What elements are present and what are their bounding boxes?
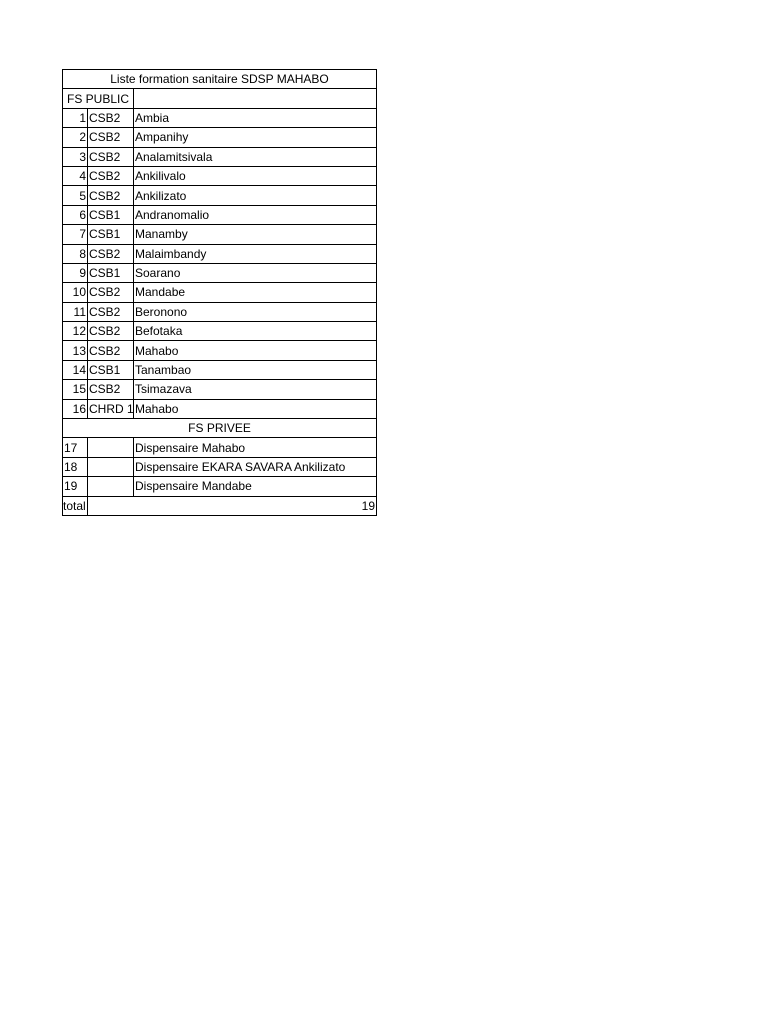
row-number[interactable]: 7 [63, 225, 88, 244]
row-number[interactable]: 4 [63, 166, 88, 185]
facility-type[interactable]: CSB2 [88, 341, 134, 360]
facility-name[interactable]: Tanambao [134, 360, 377, 379]
table-row [63, 341, 377, 360]
facility-type[interactable]: CSB2 [88, 186, 134, 205]
health-facility-table [62, 69, 377, 516]
facility-name[interactable]: Tsimazava [134, 380, 377, 399]
facility-type[interactable] [88, 477, 134, 496]
facility-name[interactable]: Soarano [134, 263, 377, 282]
table-row [63, 322, 377, 341]
table-row [63, 477, 377, 496]
empty-cell[interactable] [134, 89, 377, 108]
private-header-row [63, 419, 377, 438]
spreadsheet [62, 69, 376, 516]
table-row [63, 147, 377, 166]
facility-type[interactable]: CSB2 [88, 147, 134, 166]
facility-type[interactable]: CSB1 [88, 205, 134, 224]
table-row [63, 302, 377, 321]
row-number[interactable]: 11 [63, 302, 88, 321]
table-row [63, 108, 377, 127]
facility-type[interactable]: CSB2 [88, 380, 134, 399]
table-row [63, 263, 377, 282]
facility-type[interactable]: CSB1 [88, 360, 134, 379]
row-number[interactable]: 14 [63, 360, 88, 379]
facility-name[interactable]: Ampanihy [134, 128, 377, 147]
facility-type[interactable]: CSB2 [88, 244, 134, 263]
row-number[interactable]: 3 [63, 147, 88, 166]
row-number[interactable]: 17 [63, 438, 88, 457]
facility-name[interactable]: Malaimbandy [134, 244, 377, 263]
facility-type[interactable]: CSB1 [88, 225, 134, 244]
row-number[interactable]: 13 [63, 341, 88, 360]
table-title[interactable]: Liste formation sanitaire SDSP MAHABO [63, 70, 377, 89]
facility-type[interactable] [88, 457, 134, 476]
facility-name[interactable]: Mahabo [134, 341, 377, 360]
facility-name[interactable]: Ambia [134, 108, 377, 127]
facility-name[interactable]: Manamby [134, 225, 377, 244]
facility-name[interactable]: Beronono [134, 302, 377, 321]
table-row [63, 399, 377, 418]
table-row [63, 225, 377, 244]
table-row [63, 380, 377, 399]
table-row [63, 186, 377, 205]
row-number[interactable]: 15 [63, 380, 88, 399]
row-number[interactable]: 12 [63, 322, 88, 341]
row-number[interactable]: 18 [63, 457, 88, 476]
table-row [63, 283, 377, 302]
facility-type[interactable]: CHRD 1 [88, 399, 134, 418]
facility-name[interactable]: Dispensaire EKARA SAVARA Ankilizato [134, 457, 377, 476]
total-value[interactable]: 19 [88, 496, 377, 515]
row-number[interactable]: 5 [63, 186, 88, 205]
table-row [63, 438, 377, 457]
facility-type[interactable] [88, 438, 134, 457]
private-section-header[interactable]: FS PRIVEE [63, 419, 377, 438]
facility-type[interactable]: CSB2 [88, 166, 134, 185]
row-number[interactable]: 1 [63, 108, 88, 127]
row-number[interactable]: 9 [63, 263, 88, 282]
facility-type[interactable]: CSB2 [88, 322, 134, 341]
table-row [63, 205, 377, 224]
row-number[interactable]: 10 [63, 283, 88, 302]
table-row [63, 128, 377, 147]
facility-type[interactable]: CSB2 [88, 128, 134, 147]
total-row [63, 496, 377, 515]
facility-type[interactable]: CSB2 [88, 283, 134, 302]
row-number[interactable]: 16 [63, 399, 88, 418]
public-header-row [63, 89, 377, 108]
table-row [63, 166, 377, 185]
total-label[interactable]: total [63, 496, 88, 515]
facility-name[interactable]: Mahabo [134, 399, 377, 418]
public-section-header[interactable]: FS PUBLIC [63, 89, 134, 108]
row-number[interactable]: 2 [63, 128, 88, 147]
facility-type[interactable]: CSB2 [88, 108, 134, 127]
facility-type[interactable]: CSB2 [88, 302, 134, 321]
facility-type[interactable]: CSB1 [88, 263, 134, 282]
facility-name[interactable]: Ankilivalo [134, 166, 377, 185]
facility-name[interactable]: Dispensaire Mahabo [134, 438, 377, 457]
row-number[interactable]: 8 [63, 244, 88, 263]
title-row [63, 70, 377, 89]
table-body [63, 70, 377, 516]
facility-name[interactable]: Befotaka [134, 322, 377, 341]
facility-name[interactable]: Mandabe [134, 283, 377, 302]
table-row [63, 360, 377, 379]
row-number[interactable]: 6 [63, 205, 88, 224]
facility-name[interactable]: Dispensaire Mandabe [134, 477, 377, 496]
row-number[interactable]: 19 [63, 477, 88, 496]
facility-name[interactable]: Ankilizato [134, 186, 377, 205]
table-row [63, 244, 377, 263]
facility-name[interactable]: Analamitsivala [134, 147, 377, 166]
facility-name[interactable]: Andranomalio [134, 205, 377, 224]
table-row [63, 457, 377, 476]
